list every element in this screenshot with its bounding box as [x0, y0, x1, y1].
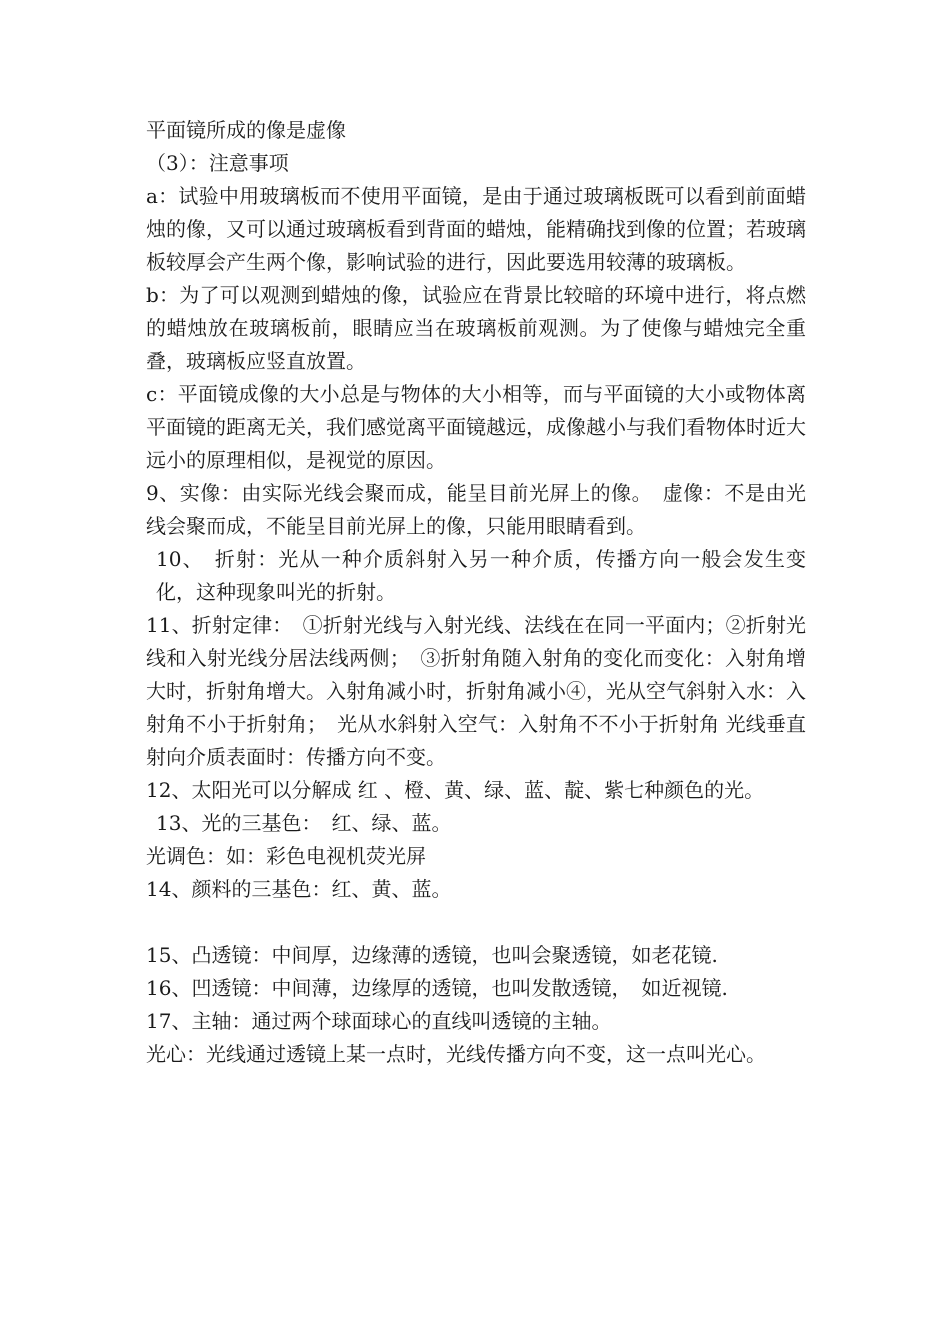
paragraph-note-a: a：试验中用玻璃板而不使用平面镜，是由于通过玻璃板既可以看到前面蜡烛的像，又可以通过玻璃板看到背面的蜡烛，能精确找到像的位置；若玻璃板较厚会产生两个像，影响试验的进行，因此要选用较薄的玻璃板。	[146, 184, 806, 274]
paragraph-notes-heading: （3）：注意事项	[146, 151, 289, 175]
blank-line	[146, 906, 806, 939]
paragraph-note-c: c：平面镜成像的大小总是与物体的大小相等，而与平面镜的大小或物体离平面镜的距离无关，我们感觉离平面镜越远，成像越小与我们看物体时近大远小的原理相似，是视觉的原因。	[146, 382, 806, 472]
paragraph-item-17: 17、主轴：通过两个球面球心的直线叫透镜的主轴。	[146, 1009, 612, 1033]
paragraph-item-12: 12、太阳光可以分解成 红 、橙、黄、绿、蓝、靛、紫七种颜色的光。	[146, 778, 765, 802]
paragraph-item-13: 13、光的三基色： 红、绿、蓝。	[156, 811, 452, 835]
document-body	[146, 114, 806, 1071]
paragraph-item-11: 11、折射定律： ①折射光线与入射光线、法线在在同一平面内；②折射光线和入射光线分居法线两侧； ③折射角随入射角的变化而变化：入射角增大时，折射角增大。入射角减小时，折射角减小④，光从空气斜射入水：入射角不小于折射角； 光从水斜射入空气：入射角不不小于折射角 光线垂直射向介质表面时：传播方向不变。	[146, 613, 806, 769]
paragraph-item-14: 14、颜料的三基色：红、黄、蓝。	[146, 877, 452, 901]
paragraph-item-16: 16、凹透镜：中间薄，边缘厚的透镜，也叫发散透镜， 如近视镜.	[146, 976, 728, 1000]
paragraph-item-10: 10、 折射：光从一种介质斜射入另一种介质，传播方向一般会发生变化，这种现象叫光的折射。	[156, 547, 806, 604]
paragraph-note-b: b：为了可以观测到蜡烛的像，试验应在背景比较暗的环境中进行，将点燃的蜡烛放在玻璃板前，眼睛应当在玻璃板前观测。为了使像与蜡烛完全重叠，玻璃板应竖直放置。	[146, 283, 806, 373]
paragraph-item-15: 15、凸透镜：中间厚，边缘薄的透镜，也叫会聚透镜，如老花镜.	[146, 943, 718, 967]
paragraph-light-mixing: 光调色：如：彩色电视机荧光屏	[146, 844, 426, 868]
paragraph-optical-center: 光心：光线通过透镜上某一点时，光线传播方向不变，这一点叫光心。	[146, 1042, 766, 1066]
paragraph-virtual-image: 平面镜所成的像是虚像	[146, 118, 346, 142]
paragraph-item-9: 9、实像：由实际光线会聚而成，能呈目前光屏上的像。 虚像：不是由光线会聚而成，不能呈目前光屏上的像，只能用眼睛看到。	[146, 481, 806, 538]
